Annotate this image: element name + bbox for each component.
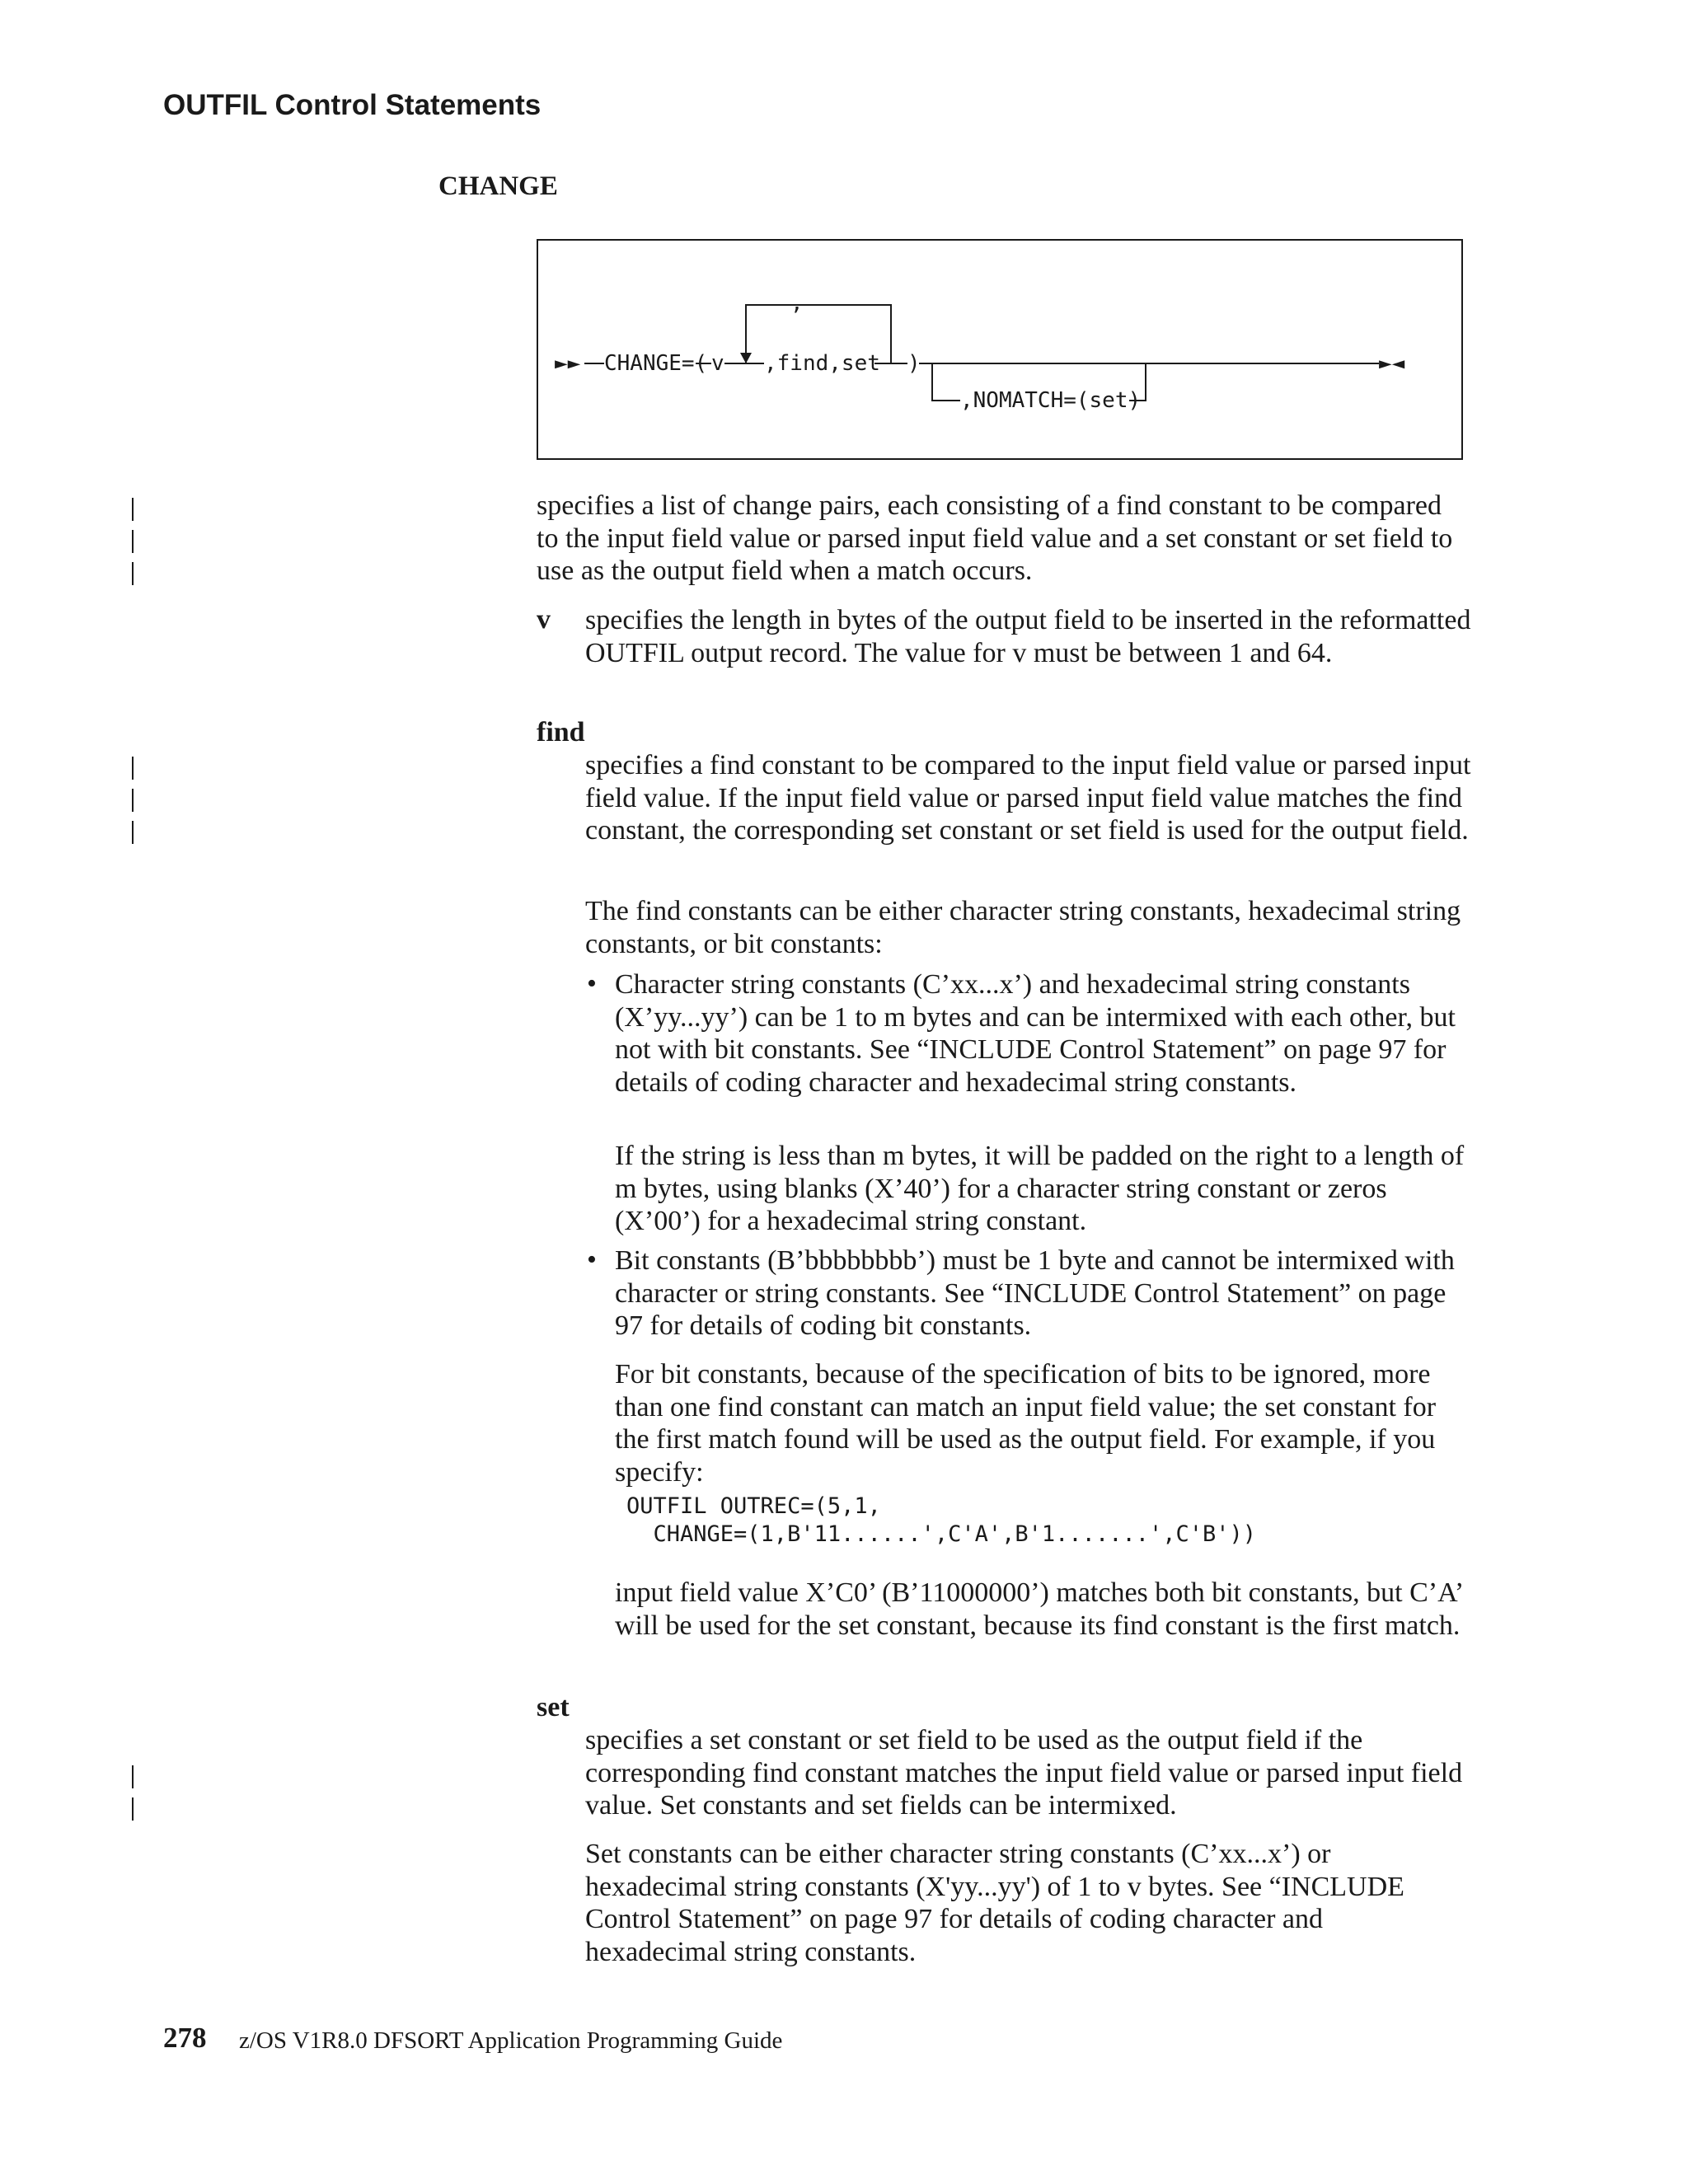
change-bar: [132, 789, 134, 812]
bullet-marker: •: [587, 1244, 597, 1275]
bullet-marker: •: [587, 968, 597, 999]
term-find: find: [537, 717, 585, 748]
syntax-v-param: v: [711, 351, 724, 376]
change-intro: specifies a list of change pairs, each consisting of a find constant to be compared to the input field value or parsed input field value and a set constant or set field to use as the output field when a match occurs.: [537, 490, 1453, 586]
bullet-bit-constants-result: input field value X’C0’ (B’11000000’) matches both bit constants, but C’A’ will be used for the set constant, because its find constant is the first match.: [615, 1577, 1462, 1641]
syntax-change-keyword: CHANGE=(: [604, 351, 708, 376]
page-number: 278: [163, 2022, 207, 2054]
change-bar: [132, 757, 134, 780]
term-set: set: [537, 1692, 570, 1722]
code-example-line-1: OUTFIL OUTREC=(5,1,: [626, 1493, 881, 1519]
bullet-character-constants: Character string constants (C’xx...x’) and hexadecimal string constants (X’yy...yy’) can be 1 to m bytes and can be intermixed with each other, but not with bit constants. See “INCLUDE Control Statement” on page 97 for details of coding character and hexadecimal string constants.: [615, 969, 1456, 1098]
syntax-diagram-graphic: [538, 241, 1465, 462]
bullet-bit-constants-more: For bit constants, because of the specification of bits to be ignored, more than one find constant can match an input field value; the set constant for the first match found will be used as the output field. For example, if you specify:: [615, 1359, 1437, 1488]
section-title: CHANGE: [438, 171, 558, 201]
syntax-repeat-separator: ,: [790, 291, 804, 316]
syntax-nomatch-option: ,NOMATCH=(set): [960, 388, 1142, 413]
change-bar: [132, 498, 134, 521]
syntax-end-marker: ►◄: [1379, 351, 1405, 376]
syntax-close-paren: ): [907, 351, 921, 376]
set-description: specifies a set constant or set field to be used as the output field if the corresponding find constant matches the input field value or parsed input field value. Set constants and set fields can be intermixed.: [585, 1725, 1463, 1821]
code-example-line-2: CHANGE=(1,B'11......',C'A',B'1.......',C'B')): [626, 1521, 1257, 1547]
footer-title: z/OS V1R8.0 DFSORT Application Programming Guide: [239, 2027, 783, 2054]
term-v: v: [537, 604, 551, 635]
repeat-arrow-icon: [740, 353, 752, 363]
set-constant-types: Set constants can be either character string constants (C’xx...x’) or hexadecimal string constants (X'yy...yy') of 1 to v bytes. See “INCLUDE Control Statement” on page 97 for details of coding character and hexadecimal string constants.: [585, 1839, 1404, 1967]
v-description: specifies the length in bytes of the output field to be inserted in the reformatted OUTFIL output record. The value for v must be between 1 and 64.: [585, 605, 1471, 668]
change-bar: [132, 821, 134, 844]
bullet-bit-constants: Bit constants (B’bbbbbbbb’) must be 1 byte and cannot be intermixed with character or string constants. See “INCLUDE Control Statement” on page 97 for details of coding bit constants.: [615, 1245, 1455, 1341]
find-description: specifies a find constant to be compared to the input field value or parsed input field value. If the input field value or parsed input field value matches the find constant, the corresponding set constant or set field is used for the output field.: [585, 750, 1471, 846]
syntax-start-marker: ►►: [555, 351, 581, 376]
syntax-find-set-params: ,find,set: [764, 351, 880, 376]
bullet-character-padding: If the string is less than m bytes, it will be padded on the right to a length of m bytes, using blanks (X’40’) for a character string constant or zeros (X’00’) for a hexadecimal string constant.: [615, 1141, 1465, 1236]
find-constant-types: The find constants can be either character string constants, hexadecimal string constants, or bit constants:: [585, 896, 1461, 959]
syntax-diagram: [537, 239, 1463, 460]
change-bar: [132, 1765, 134, 1788]
running-head: OUTFIL Control Statements: [163, 89, 542, 121]
change-bar: [132, 1797, 134, 1821]
change-bar: [132, 562, 134, 585]
change-bar: [132, 530, 134, 553]
